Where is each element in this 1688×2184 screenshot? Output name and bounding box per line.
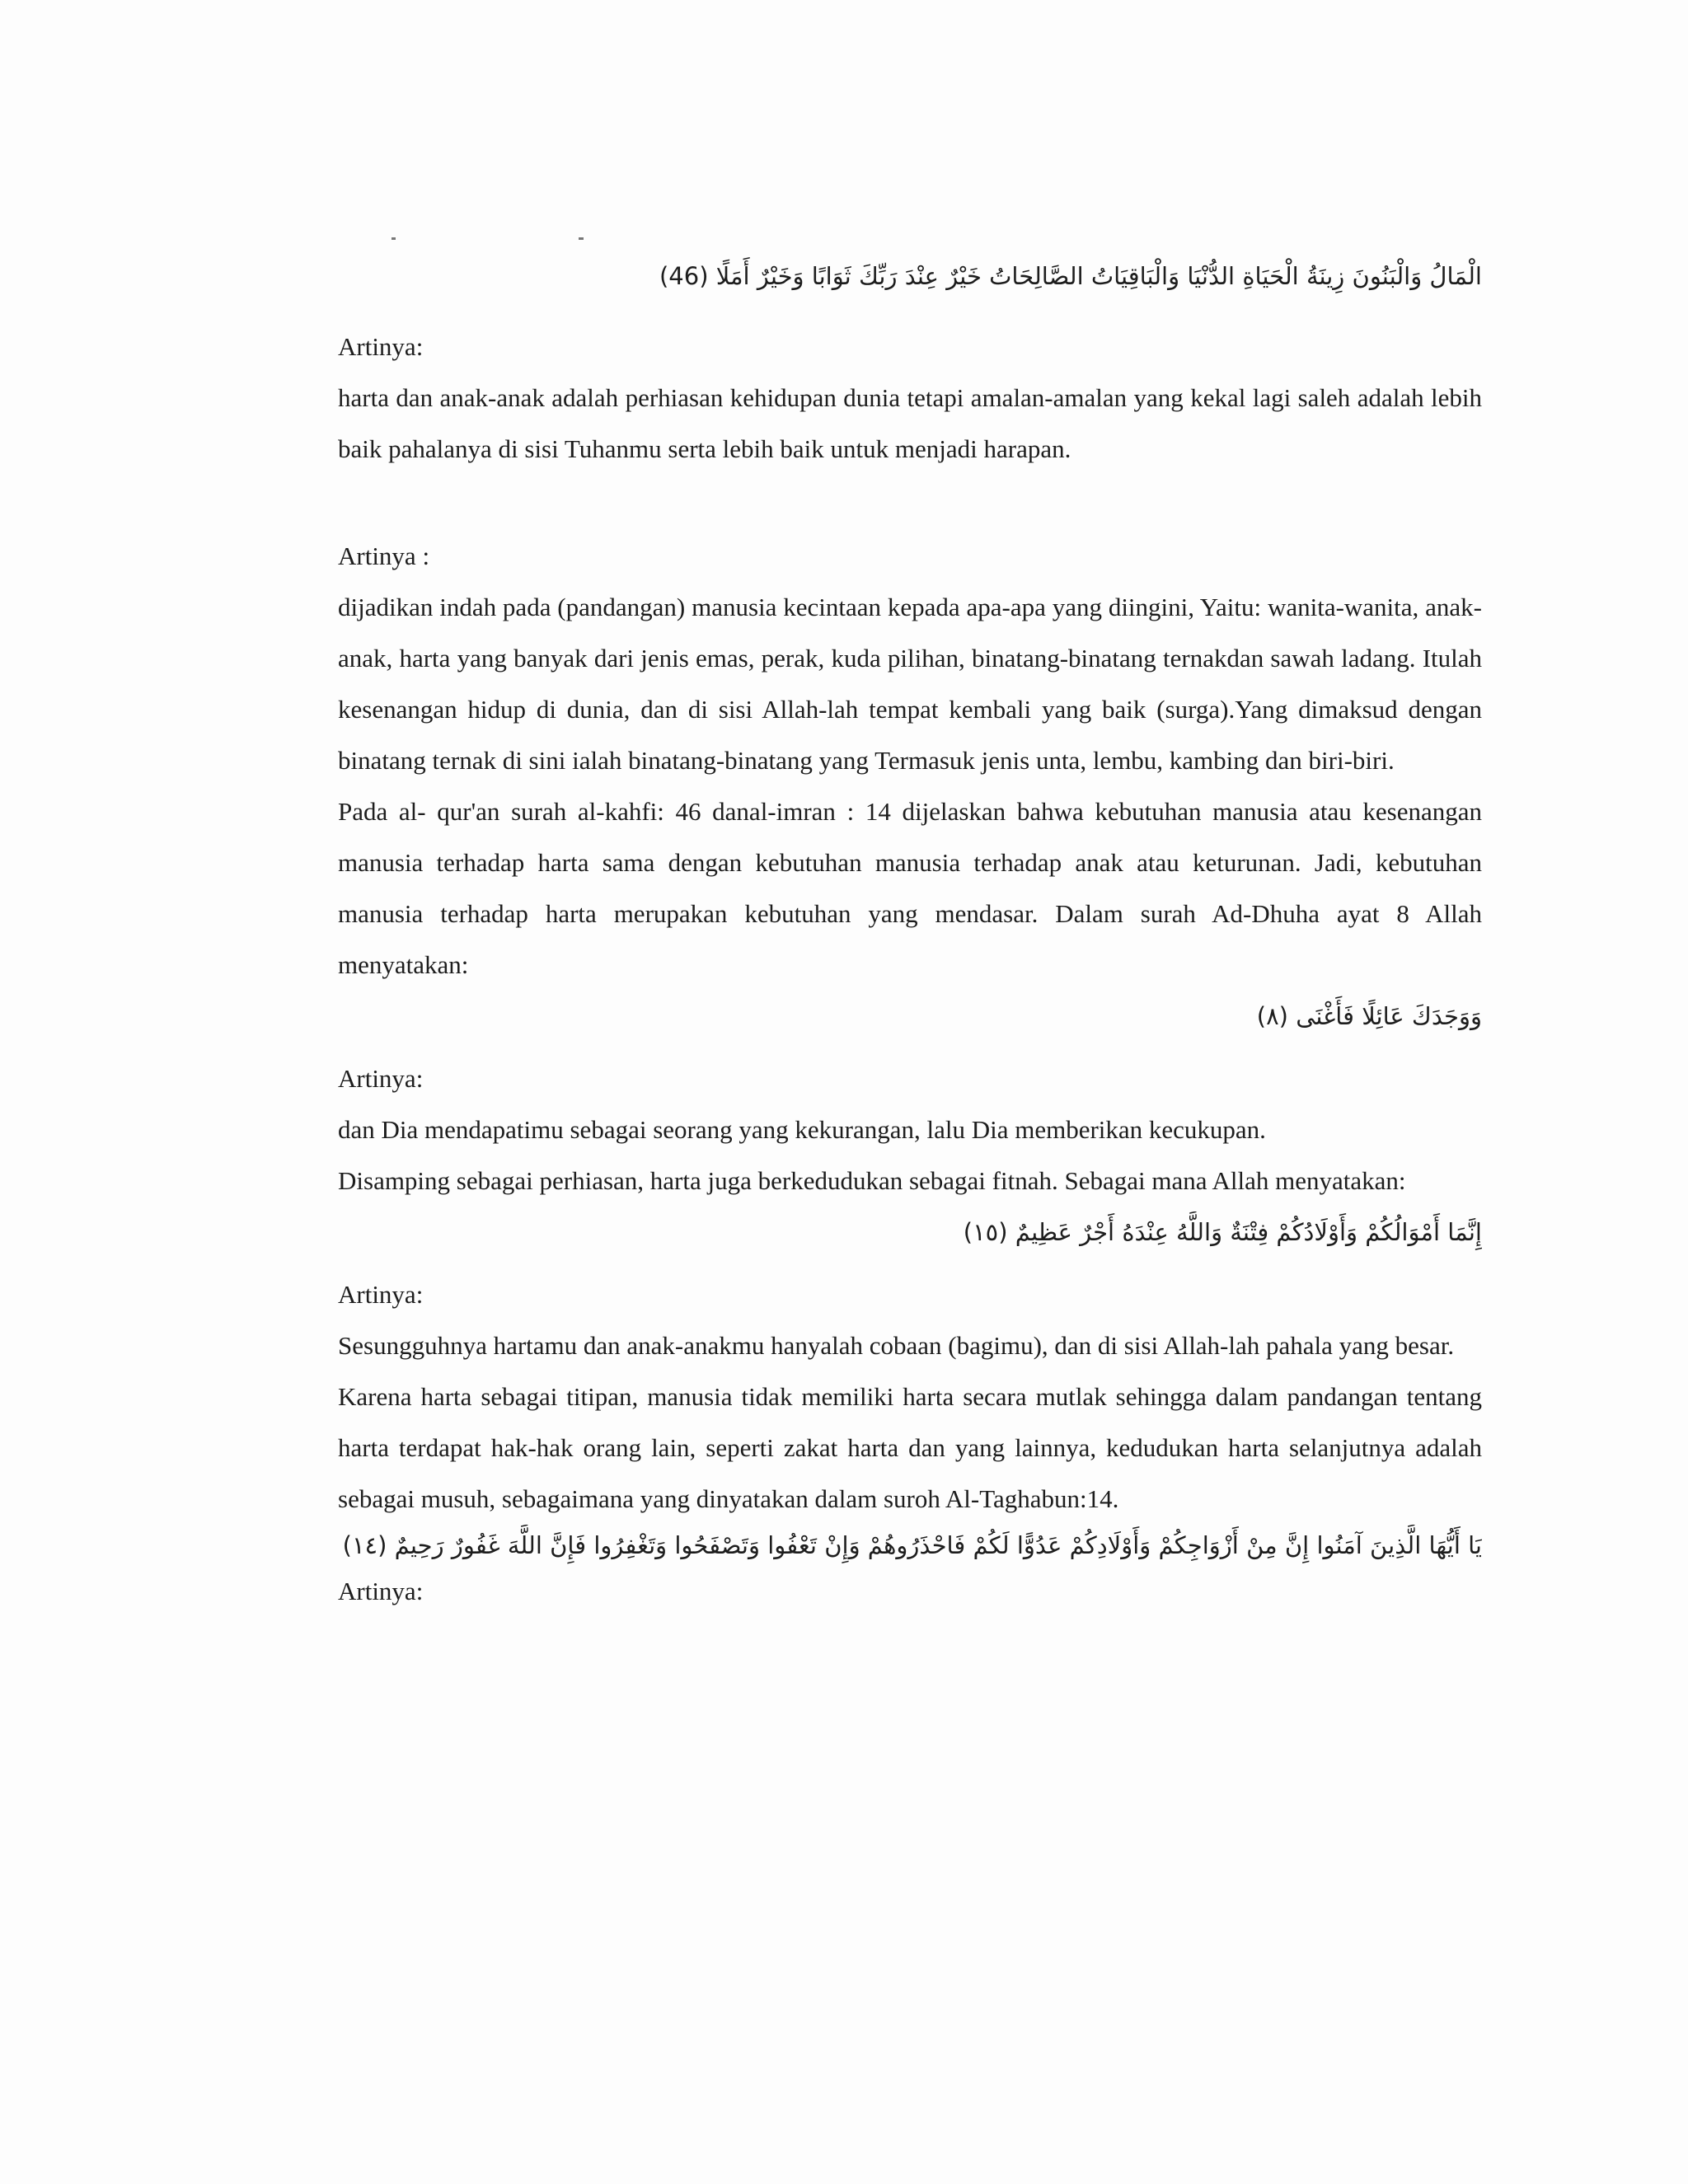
body-paragraph: Disamping sebagai perhiasan, harta juga berkedudukan sebagai fitnah. Sebagai mana Allah menyatakan: [338,1166,1406,1195]
translation-paragraph: Sesungguhnya hartamu dan anak-anakmu hanyalah cobaan (bagimu), dan di sisi Allah-lah pahala yang besar. [338,1331,1455,1360]
scan-mark [392,237,396,240]
scan-mark [579,237,584,240]
translation-paragraph: dijadikan indah pada (pandangan) manusia kecintaan kepada apa-apa yang diingini, Yaitu: wanita-wanita, anak-anak, harta yang banyak dari jenis emas, perak, kuda pilihan, binatang-binatang ternakdan sawah ladang. Itulah kesenangan hidup di dunia, dan di sisi Allah-lah tempat kembali yang baik (surga).Yang dimaksud dengan binatang ternak di sini ialah binatang-binatang yang Termasuk jenis unta, lembu, kambing dan biri-biri. [338,593,1482,775]
translation-label: Artinya: [338,332,424,361]
translation-paragraph: harta dan anak-anak adalah perhiasan kehidupan dunia tetapi amalan-amalan yang kekal lagi saleh adalah lebih baik pahalanya di sisi Tuhanmu serta lebih baik untuk menjadi harapan. [338,383,1482,463]
verse-al-kahfi-46: الْمَالُ وَالْبَنُونَ زِينَةُ الْحَيَاةِ الدُّنْيَا وَالْبَاقِيَاتُ الصَّالِحَاتُ خَيْرٌ عِنْدَ رَبِّكَ ثَوَابًا وَخَيْرٌ أَمَلًا (46) [659,262,1482,290]
translation-label: Artinya: [338,1064,424,1093]
body-paragraph: Pada al- qur'an surah al-kahfi: 46 danal-imran : 14 dijelaskan bahwa kebutuhan manusia atau kesenangan manusia terhadap harta sama dengan kebutuhan manusia terhadap anak atau keturunan. Jadi, kebutuhan manusia terhadap harta merupakan kebutuhan yang mendasar. Dalam surah Ad-Dhuha ayat 8 Allah menyatakan: [338,797,1482,979]
verse-at-taghabun-14: يَا أَيُّهَا الَّذِينَ آمَنُوا إِنَّ مِنْ أَزْوَاجِكُمْ وَأَوْلَادِكُمْ عَدُوًّا لَكُمْ فَاحْذَرُوهُمْ وَإِنْ تَعْفُوا وَتَصْفَحُوا وَتَغْفِرُوا فَإِنَّ اللَّهَ غَفُورٌ رَحِيمٌ (١٤) [342,1531,1482,1559]
body-paragraph: Karena harta sebagai titipan, manusia tidak memiliki harta secara mutlak sehingga dalam pandangan tentang harta terdapat hak-hak orang lain, seperti zakat harta dan yang lainnya, kedudukan harta selanjutnya adalah sebagai musuh, sebagaimana yang dinyatakan dalam suroh Al-Taghabun:14. [338,1382,1482,1513]
verse-at-taghabun-15: إِنَّمَا أَمْوَالُكُمْ وَأَوْلَادُكُمْ فِتْنَةٌ وَاللَّهُ عِنْدَهُ أَجْرٌ عَظِيمٌ (١٥) [963,1218,1482,1246]
translation-label: Artinya: [338,1280,424,1309]
document-body [338,255,1482,1617]
translation-label: Artinya : [338,541,430,570]
verse-ad-dhuha-8: وَوَجَدَكَ عَائِلًا فَأَغْنَى (٨) [1256,1002,1482,1030]
translation-label: Artinya: [338,1577,424,1605]
translation-paragraph: dan Dia mendapatimu sebagai seorang yang kekurangan, lalu Dia memberikan kecukupan. [338,1115,1266,1144]
